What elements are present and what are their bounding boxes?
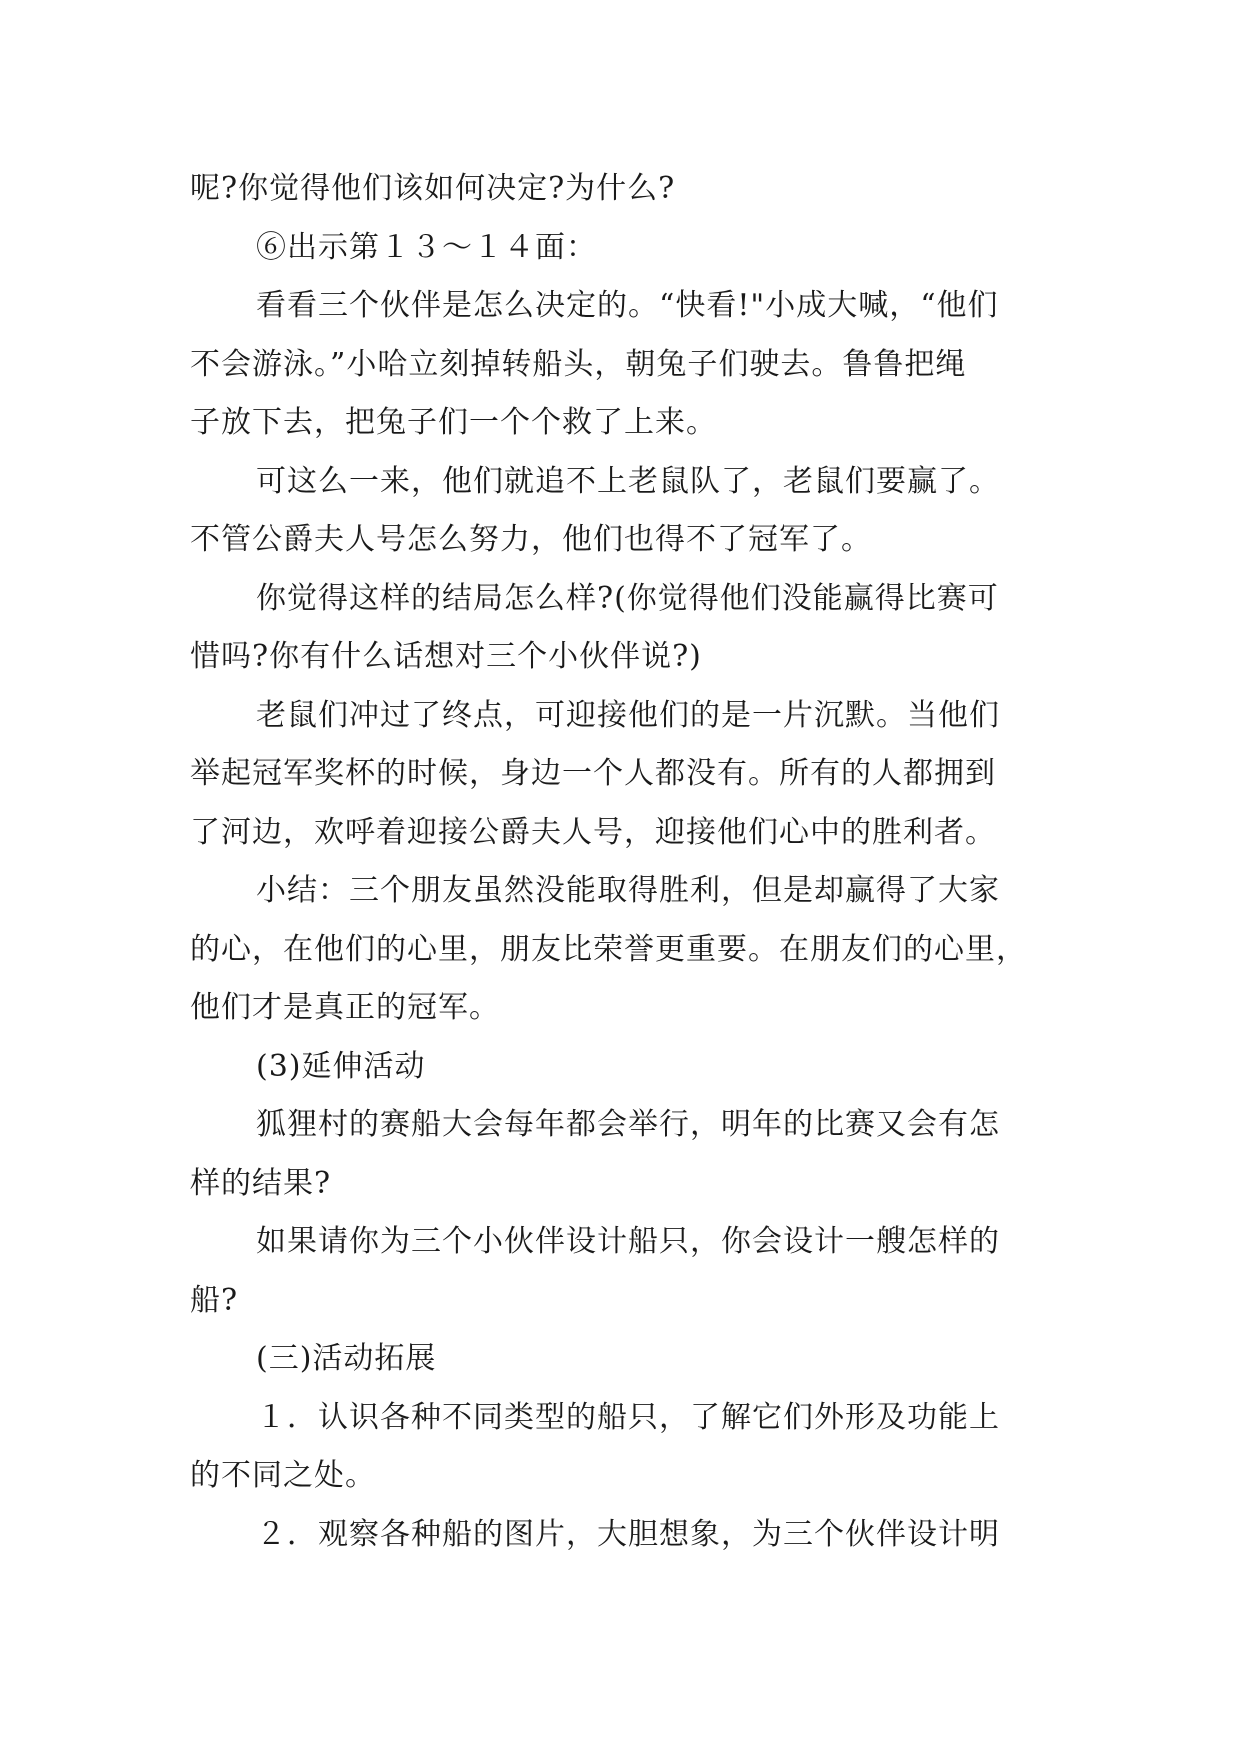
text-line-15: 他们才是真正的冠军。 — [190, 990, 500, 1025]
text-line-8: 你觉得这样的结局怎么样?(你觉得他们没能赢得比赛可 — [256, 580, 999, 616]
text-line-7: 不管公爵夫人号怎么努力，他们也得不了冠军了。 — [190, 522, 872, 557]
text-line-12: 了河边，欢呼着迎接公爵夫人号，迎接他们心中的胜利者。 — [190, 814, 996, 850]
list-item-1: １．认识各种不同类型的船只，了解它们外形及功能上 — [256, 1399, 1000, 1435]
text-line-18: 样的结果? — [190, 1165, 332, 1201]
text-line-3: 看看三个伙伴是怎么决定的。“快看!"小成大喊，“他们 — [256, 288, 999, 323]
document-body — [190, 160, 1050, 1564]
list-item-2: ２．观察各种船的图片，大胆想象，为三个伙伴设计明 — [256, 1516, 1000, 1552]
text-line-6: 可这么一来，他们就追不上老鼠队了，老鼠们要赢了。 — [256, 463, 1000, 499]
text-line-19: 如果请你为三个小伙伴设计船只，你会设计一艘怎样的 — [256, 1224, 1000, 1259]
text-line-4: 不会游泳。”小哈立刻掉转船头，朝兔子们驶去。鲁鲁把绳 — [190, 346, 967, 382]
section-heading-extension: (3)延伸活动 — [256, 1048, 426, 1084]
list-item-1-continued: 的不同之处。 — [190, 1458, 376, 1493]
text-line-2: ⑥出示第１３～１４面： — [256, 229, 597, 265]
text-line-14: 的心，在他们的心里，朋友比荣誉更重要。在朋友们的心里， — [190, 931, 1027, 967]
section-heading-expansion: (三)活动拓展 — [256, 1341, 437, 1376]
text-line-9: 惜吗?你有什么话想对三个小伙伴说?) — [190, 639, 702, 674]
text-line-13: 小结：三个朋友虽然没能取得胜利，但是却赢得了大家 — [256, 873, 1000, 908]
text-line-1: 呢?你觉得他们该如何决定?为什么? — [190, 171, 676, 206]
text-line-5: 子放下去，把兔子们一个个救了上来。 — [190, 405, 717, 440]
text-line-11: 举起冠军奖杯的时候，身边一个人都没有。所有的人都拥到 — [190, 756, 996, 791]
text-line-20: 船? — [190, 1282, 239, 1318]
text-line-17: 狐狸村的赛船大会每年都会举行，明年的比赛又会有怎 — [256, 1107, 1000, 1142]
text-line-10: 老鼠们冲过了终点，可迎接他们的是一片沉默。当他们 — [256, 697, 1000, 733]
